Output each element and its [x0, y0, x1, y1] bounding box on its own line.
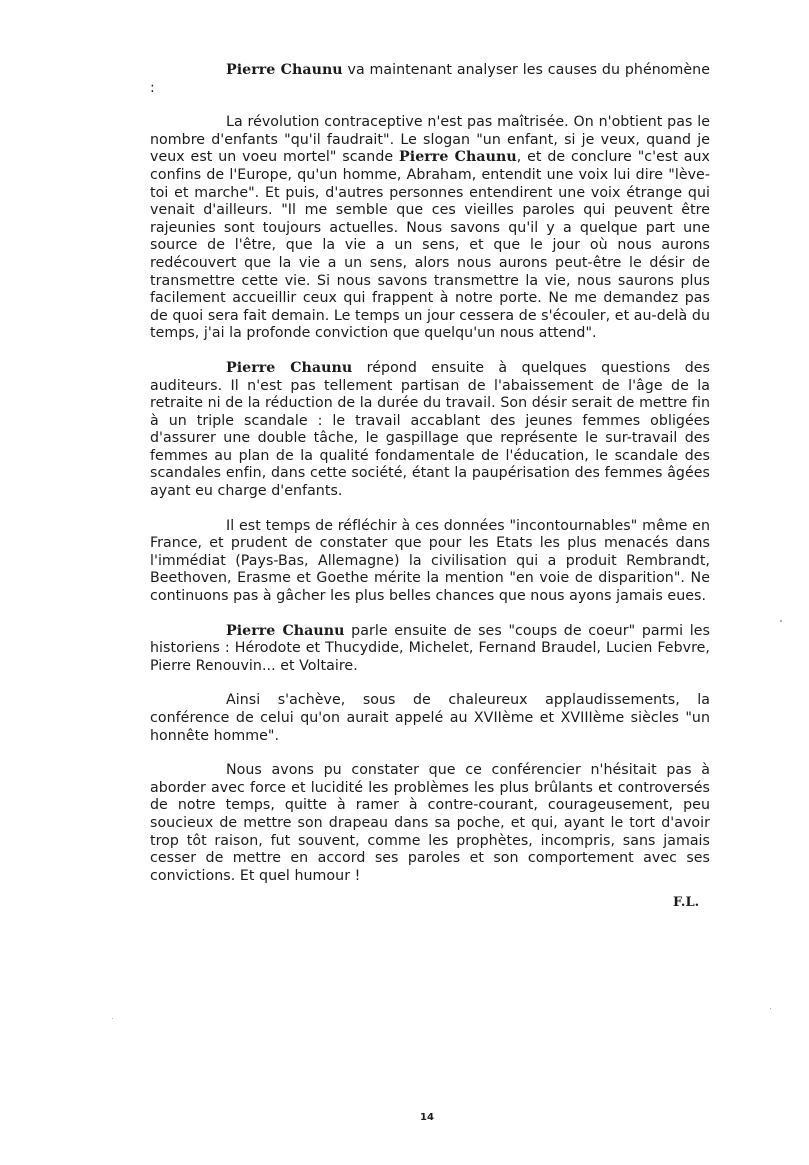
scan-speck: [770, 1008, 771, 1009]
paragraph-historians: [150, 623, 710, 676]
paragraph-reflection: [150, 518, 710, 606]
paragraph-closing: [150, 762, 710, 885]
paragraph-text: parle ensuite de ses "coups de coeur" parmi les historiens : Hérodote et Thucydide, Michelet, Fernand Braudel, Lucien Febvre, Pierre Renouvin... et Voltaire.: [150, 622, 710, 674]
paragraph-text: Il est temps de réfléchir à ces données "incontournables" même en France, et prudent de constater que pour les Etats les plus menacés dans l'immédiat (Pays-Bas, Allemagne) la civilisation qui a produit Rembrandt, Beethoven, Erasme et Goethe mérite la mention "en voie de disparition". Ne continuons pas à gâcher les plus belles chances que nous ayons jamais eues.: [150, 517, 710, 605]
paragraph-text: Ainsi s'achève, sous de chaleureux applaudissements, la conférence de celui qu'on aurait appelé au XVIIème et XVIIIème siècles "un honnête homme".: [150, 692, 710, 744]
author-name: Pierre Chaunu: [226, 359, 353, 376]
author-name: Pierre Chaunu: [226, 62, 343, 78]
paragraph-conclusion: [150, 692, 710, 745]
signature: F.L.: [673, 895, 700, 910]
paragraph-text-after: , et de conclure "c'est aux confins de l'Europe, qu'un homme, Abraham, entendit une voix lui dire "lève-toi et marche". Et puis, d'autres personnes entendirent une voix étrange qui venait d'ailleurs. "Il me semble que ces vieilles paroles qui peuvent être rajeunies sont toujours actuelles. Nous savons qu'il y a quelque part une source de l'être, que la vie a un sens, et que le jour où nous aurons redécouvert que la vie a un sens, alors nous aurons peut-être le désir de transmettre cette vie. Si nous savons transmettre la vie, nous saurons plus facilement accueillir ceux qui frappent à notre porte. Ne me demandez pas de quoi sera fait demain. Le temps un jour cessera de s'écouler, et au-delà du temps, j'ai la profonde conviction que quelqu'un nous attend".: [150, 149, 710, 342]
scan-speck: [780, 620, 782, 622]
paragraph-intro: [150, 62, 710, 97]
author-name: Pierre Chaunu: [399, 149, 517, 166]
paragraph-revolution: [150, 114, 710, 343]
paragraph-text: Nous avons pu constater que ce conférencier n'hésitait pas à aborder avec force et lucidité les problèmes les plus brûlants et controversés de notre temps, quitte à ramer à contre-courant, courageusement, peu soucieux de mettre son drapeau dans sa poche, et qui, ayant le tort d'avoir trop tôt raison, fut souvent, comme les prophètes, incompris, sans jamais cesser de mettre en accord ses paroles et son comportement avec ses convictions. Et quel humour !: [150, 762, 710, 884]
page-number: 14: [420, 1112, 434, 1123]
paragraph-questions: [150, 360, 710, 501]
article-body: [150, 62, 710, 885]
scan-speck: [112, 1018, 113, 1019]
paragraph-text: va maintenant analyser les causes du phénomène :: [150, 62, 710, 96]
paragraph-text: La révolution contraceptive n'est pas maîtrisée. On n'obtient pas le nombre d'enfants "qu'il faudrait". Le slogan "un enfant, si je veux, quand je veux est un voeu mortel" scande: [150, 114, 710, 166]
paragraph-text: répond ensuite à quelques questions des auditeurs. Il n'est pas tellement partisan de l'abaissement de l'âge de la retraite ni de la réduction de la durée du travail. Son désir serait de mettre fin à un triple scandale : le travail accablant des jeunes femmes obligées d'assurer une double tâche, le gaspillage que représente le sur-travail des femmes au plan de la qualité fondamentale de l'éducation, le scandale des scandales enfin, dans cette société, étant la paupérisation des femmes âgées ayant eu charge d'enfants.: [150, 359, 710, 500]
author-name: Pierre Chaunu: [226, 622, 345, 639]
